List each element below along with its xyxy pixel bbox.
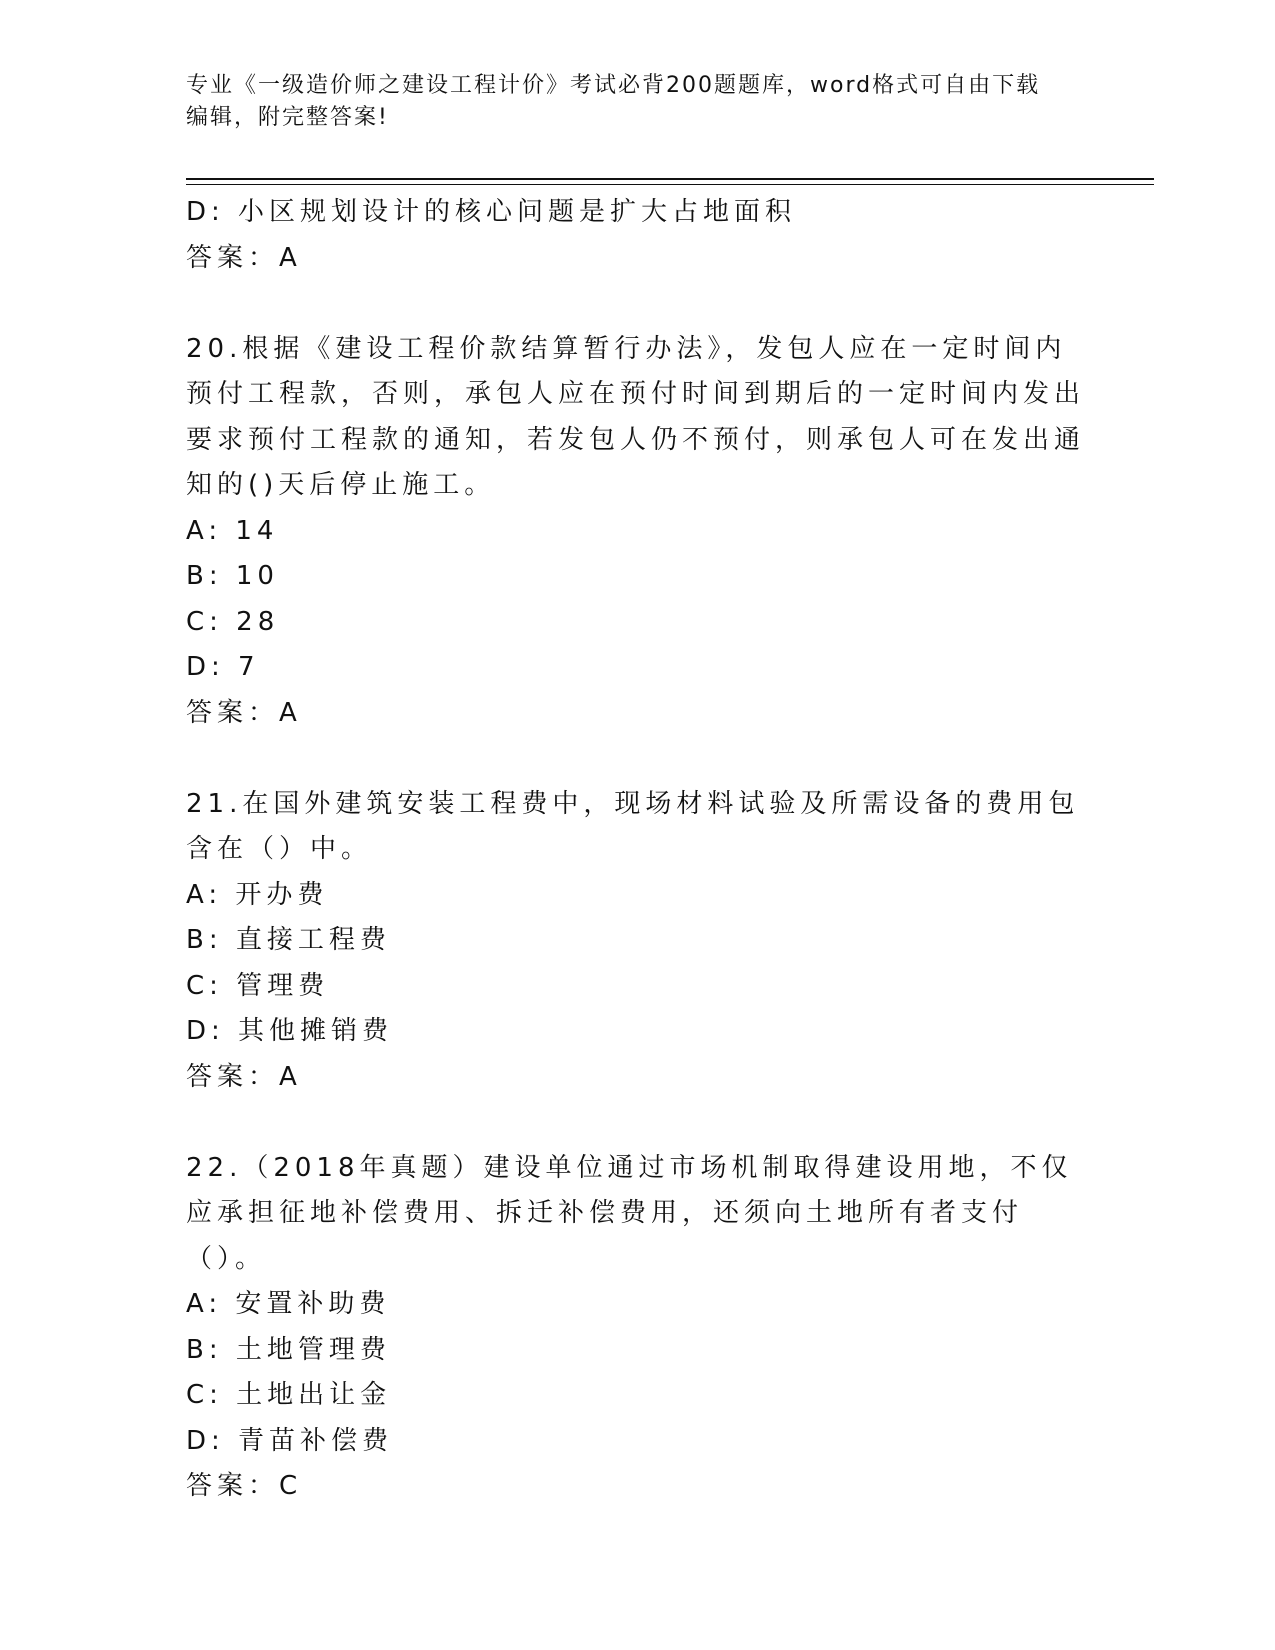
option-c: C: 28 [186, 606, 280, 637]
option-b: B: 10 [186, 561, 279, 591]
answer-line: 答案：A [186, 1061, 302, 1092]
question-text: 21.在国外建筑安装工程费中，现场材料试验及所需设备的费用包含在（）中。 [186, 788, 1080, 864]
header-rule-thin [186, 184, 1154, 185]
option-c: C: 管理费 [186, 970, 330, 1001]
header-line-1: 专业《一级造价师之建设工程计价》考试必背200题题库，word格式可自由下载 [186, 73, 1041, 98]
option-a: A: 14 [186, 515, 279, 546]
option-d: D: 小区规划设计的核心问题是扩大占地面积 [186, 197, 797, 227]
spacer [186, 1100, 1086, 1146]
question-text: 20.根据《建设工程价款结算暂行办法》，发包人应在一定时间内预付工程款，否则，承包人应在预付时间到期后的一定时间内发出要求预付工程款的通知，若发包人仍不预付，则承包人可在发出通知的()天后停止施工。 [186, 333, 1086, 500]
header-rule-thick [186, 178, 1154, 180]
document-header [186, 70, 1086, 134]
answer-line: 答案：C [186, 1471, 303, 1501]
question-text: 22.（2018年真题）建设单位通过市场机制取得建设用地，不仅应承担征地补偿费用、拆迁补偿费用，还须向土地所有者支付（）。 [186, 1152, 1073, 1274]
option-c: C: 土地出让金 [186, 1380, 392, 1410]
question-19-tail [186, 190, 1086, 281]
option-b: B: 土地管理费 [186, 1334, 391, 1365]
spacer [186, 736, 1086, 782]
option-d: D: 其他摊销费 [186, 1016, 394, 1046]
option-d: D: 7 [186, 652, 260, 682]
option-a: A: 安置补助费 [186, 1289, 391, 1319]
answer-line: 答案：A [186, 697, 302, 728]
document-body [186, 190, 1086, 1510]
header-line-2: 编辑，附完整答案! [186, 105, 389, 130]
question-20 [186, 327, 1086, 737]
answer-line: 答案：A [186, 242, 302, 273]
option-b: B: 直接工程费 [186, 925, 391, 955]
question-21 [186, 782, 1086, 1101]
option-a: A: 开办费 [186, 879, 329, 910]
option-d: D: 青苗补偿费 [186, 1425, 394, 1456]
spacer [186, 281, 1086, 327]
question-22 [186, 1146, 1086, 1510]
